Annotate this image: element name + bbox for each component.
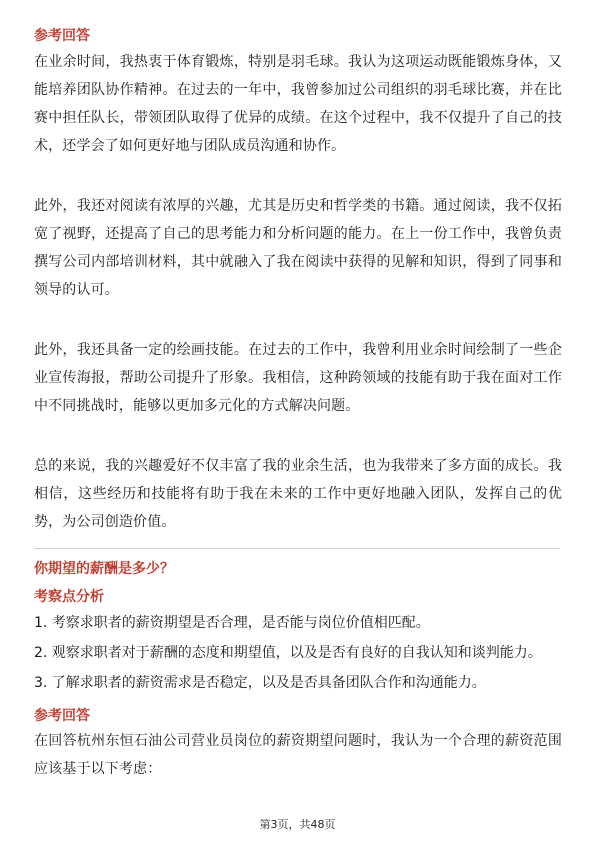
section-divider	[34, 548, 560, 549]
answer-paragraph-1: 在业余时间，我热衷于体育锻炼，特别是羽毛球。我认为这项运动既能锻炼身体，又能培养团队协作精神。在过去的一年中，我曾参加过公司组织的羽毛球比赛，并在比赛中担任队长，带领团队取得了优异的成绩。在这个过程中，我不仅提升了自己的技术，还学会了如何更好地与团队成员沟通和协作。	[34, 54, 562, 154]
answer-paragraph-salary: 在回答杭州东恒石油公司营业员岗位的薪资期望问题时，我认为一个合理的薪资范围应该基于以下考虑：	[34, 733, 562, 777]
analysis-item-3: 3. 了解求职者的薪资需求是否稳定，以及是否具备团队合作和沟通能力。	[34, 675, 486, 691]
answer-paragraph-4: 总的来说，我的兴趣爱好不仅丰富了我的业余生活，也为我带来了多方面的成长。我相信，这些经历和技能将有助于我在未来的工作中更好地融入团队，发挥自己的优势，为公司创造价值。	[34, 458, 562, 530]
page-number: 第3页，共48页	[259, 818, 336, 831]
analysis-item-1: 1. 考察求职者的薪资期望是否合理，是否能与岗位价值相匹配。	[34, 615, 430, 631]
answer-heading-2: 参考回答	[34, 708, 90, 724]
analysis-heading: 考察点分析	[34, 589, 104, 605]
reference-answer-heading: 参考回答	[34, 28, 90, 44]
answer-paragraph-2: 此外，我还对阅读有浓厚的兴趣，尤其是历史和哲学类的书籍。通过阅读，我不仅拓宽了视野，还提高了自己的思考能力和分析问题的能力。在上一份工作中，我曾负责撰写公司内部培训材料，其中就融入了我在阅读中获得的见解和知识，得到了同事和领导的认可。	[34, 198, 562, 298]
answer-paragraph-3: 此外，我还具备一定的绘画技能。在过去的工作中，我曾利用业余时间绘制了一些企业宣传海报，帮助公司提升了形象。我相信，这种跨领域的技能有助于我在面对工作中不同挑战时，能够以更加多元化的方式解决问题。	[34, 342, 562, 414]
analysis-item-2: 2. 观察求职者对于薪酬的态度和期望值，以及是否有良好的自我认知和谈判能力。	[34, 645, 542, 661]
question-title: 你期望的薪酬是多少？	[34, 561, 174, 577]
